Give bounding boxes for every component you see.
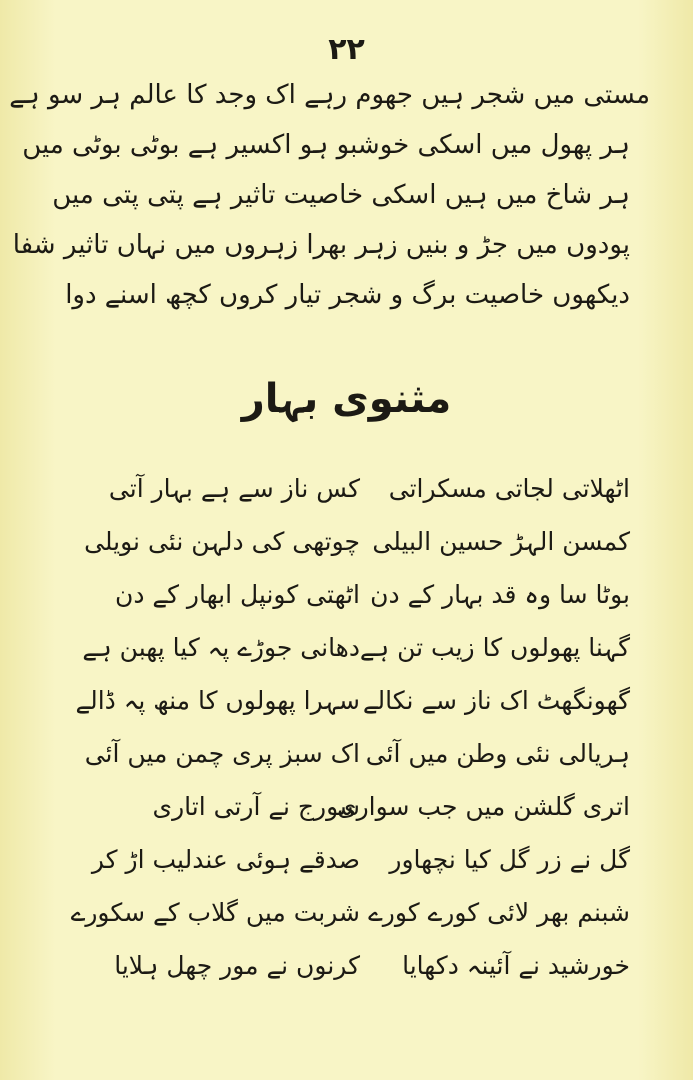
intro-line: دیکھوں خاصیت برگ و شجر تیار کروں کچھ اسنے دوا bbox=[65, 280, 630, 310]
verse-line: شبنم بھر لائی کورے کورے bbox=[368, 898, 630, 927]
verse-line: اتری گلشن میں جب سواری bbox=[337, 792, 630, 821]
verses-right-column bbox=[337, 462, 630, 992]
verse-line: کس ناز سے ہے بہار آتی bbox=[108, 474, 360, 503]
intro-line: ہر شاخ میں ہیں اسکی خاصیت تاثیر ہے پتی پتی میں bbox=[52, 180, 630, 210]
verse-line: ہریالی نئی وطن میں آئی bbox=[365, 739, 630, 768]
verse-line: اک سبز پری چمن میں آئی bbox=[84, 739, 360, 768]
verses-left-column bbox=[70, 462, 360, 992]
verse-line: کمسن الہڑ حسین البیلی bbox=[372, 527, 630, 556]
verse-line: چوتھی کی دلہن نئی نویلی bbox=[84, 527, 360, 556]
verse-line: کرنوں نے مور چھل ہلایا bbox=[114, 951, 360, 980]
verse-line: صدقے ہوئی عندلیب اڑ کر bbox=[91, 845, 360, 874]
intro-line: پودوں میں جڑ و بنیں زہر بھرا زہروں میں نہاں تاثیر شفا bbox=[12, 230, 630, 260]
verse-line: خورشید نے آئینہ دکھایا bbox=[402, 951, 630, 980]
verse-line: دھانی جوڑے پہ کیا پھبن ہے bbox=[82, 633, 360, 662]
verse-line: گل نے زر گل کیا نچھاور bbox=[389, 845, 630, 874]
verse-line: اٹھتی کونپل ابھار کے دن bbox=[114, 580, 360, 609]
verse-line: بوٹا سا وہ قد بہار کے دن bbox=[370, 580, 630, 609]
verse-line: گہنا پھولوں کا زیب تن ہے bbox=[359, 633, 630, 662]
verse-line: سورج نے آرتی اتاری bbox=[152, 792, 360, 821]
intro-line: ہر پھول میں اسکی خوشبو ہو اکسیر ہے بوٹی بوٹی میں bbox=[22, 130, 630, 160]
intro-stanza bbox=[9, 70, 650, 320]
verse-line: گھونگھٹ اک ناز سے نکالے bbox=[362, 686, 630, 715]
verse-line: سہرا پھولوں کا منھ پہ ڈالے bbox=[75, 686, 360, 715]
page-number: ۲۲ bbox=[328, 32, 365, 67]
verse-line: اٹھلاتی لجاتی مسکراتی bbox=[388, 474, 630, 503]
verse-line: شربت میں گلاب کے سکورے bbox=[70, 898, 360, 927]
poem-heading: مثنوی بہار bbox=[241, 376, 452, 422]
intro-line: مستی میں شجر ہیں جھوم رہے اک وجد کا عالم ہر سو ہے bbox=[9, 80, 650, 110]
